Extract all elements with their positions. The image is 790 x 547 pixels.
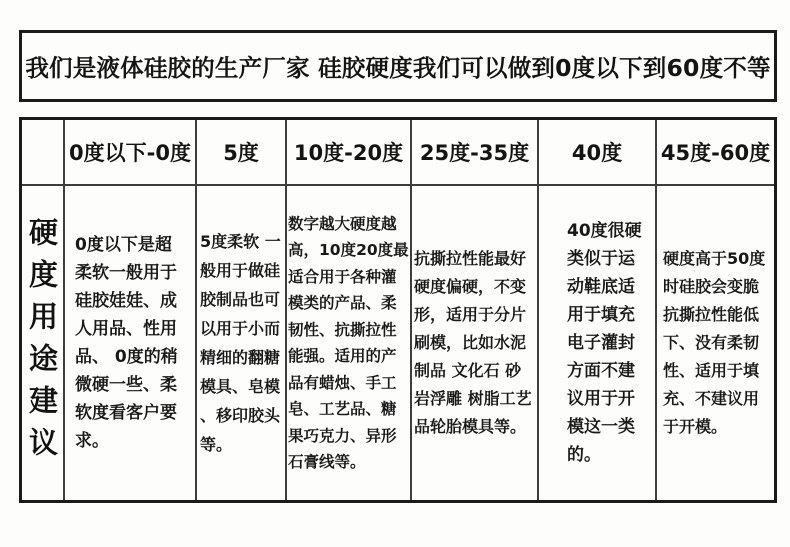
banner-text: 我们是液体硅胶的生产厂家 硅胶硬度我们可以做到0度以下到60度不等	[25, 54, 771, 82]
usage-text: 硬度高于50度时硅胶会变脆抗撕拉性能低下、没有柔韧性、适用于填充、不建议用于开模。	[663, 249, 766, 436]
banner	[19, 30, 777, 102]
usage-cell-0deg-below	[65, 186, 197, 500]
column-header-0deg-below: 0度以下-0度	[65, 120, 197, 186]
column-header-5deg: 5度	[197, 120, 287, 186]
hardness-table	[19, 117, 777, 503]
row-label-cell	[22, 186, 65, 500]
usage-cell-40deg	[539, 186, 657, 500]
column-header-45-60deg: 45度-60度	[657, 120, 774, 186]
usage-text: 抗撕拉性能最好硬度偏硬，不变形，适用于分片刷模，比如水泥制品 文化石 砂岩浮雕 树脂工艺品轮胎模具等。	[414, 249, 532, 436]
usage-cell-5deg	[197, 186, 287, 500]
corner-cell	[22, 120, 65, 186]
usage-text: 5度柔软 一般用于做硅胶制品也可以用于小而精细的翻糖模具、皂模、移印胶头等。	[200, 232, 281, 454]
usage-cell-10-20deg	[287, 186, 412, 500]
usage-cell-25-35deg	[412, 186, 539, 500]
usage-cell-45-60deg	[657, 186, 774, 500]
usage-text: 数字越大硬度越高，10度20度最适合用于各种灌模类的产品、柔韧性、抗撕拉性能强。适用的产品有蜡烛、手工皂、工艺品、糖果巧克力、异形石膏线等。	[288, 214, 409, 471]
row-label: 硬度用途建议	[25, 217, 59, 469]
column-header-10-20deg: 10度-20度	[287, 120, 412, 186]
usage-text: 0度以下是超柔软一般用于硅胶娃娃、成人用品、性用品、 0度的稍微硬一些、柔软度看客户要求。	[75, 235, 178, 451]
usage-text: 40度很硬类似于运动鞋底适用于填充电子灌封方面不建议用于开模这一类的。	[567, 221, 642, 465]
column-header-25-35deg: 25度-35度	[412, 120, 539, 186]
column-header-40deg: 40度	[539, 120, 657, 186]
